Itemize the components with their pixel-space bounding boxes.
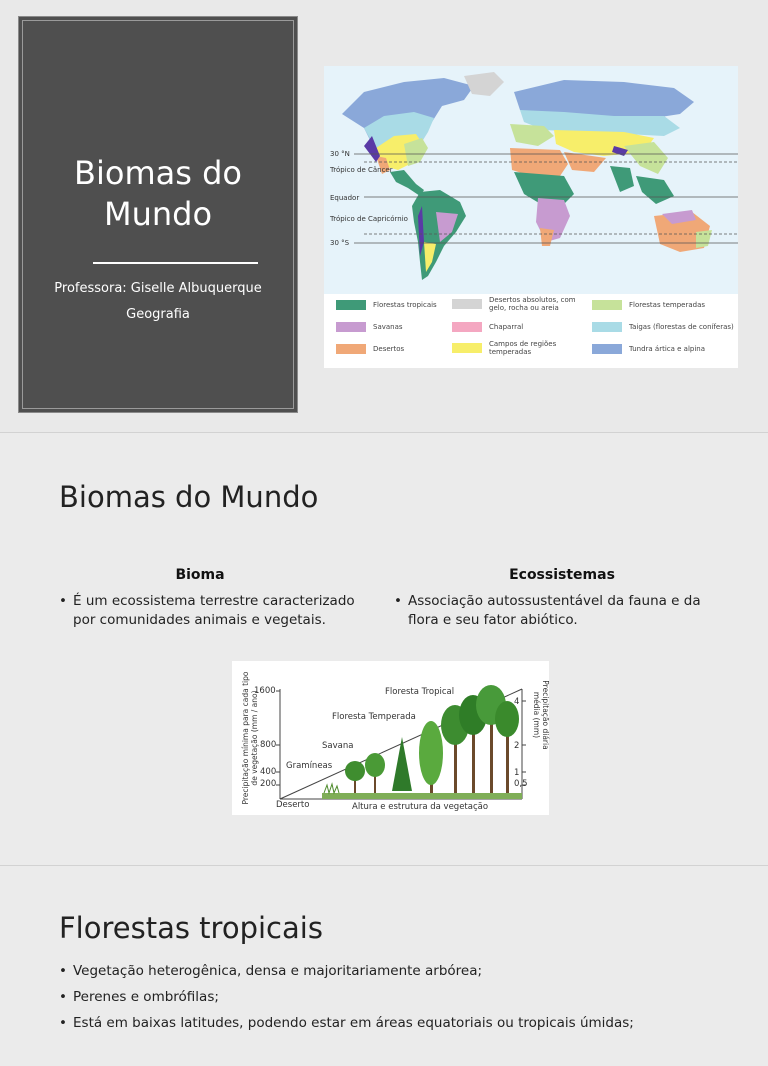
y-tick-label: 1600: [254, 686, 276, 696]
label-gramineas: Gramíneas: [286, 761, 333, 771]
slide-florestas-tropicais: [0, 866, 768, 1066]
y-tick-label: 200: [260, 779, 277, 789]
legend-item: [336, 344, 404, 354]
label-floresta-tropical: Floresta Tropical: [385, 687, 455, 697]
legend-label: Florestas tropicais: [373, 301, 437, 309]
label-savana: Savana: [322, 741, 354, 751]
y-tick-label: 400: [260, 767, 277, 777]
right-tick-label: 0,5: [514, 779, 528, 789]
bullet-dot: •: [59, 1015, 67, 1031]
legend-swatch: [452, 322, 482, 332]
legend-swatch: [336, 344, 366, 354]
legend-label: Taigas (florestas de coníferas): [629, 323, 734, 331]
bullet-text: Associação autossustentável da fauna e da flora e seu fator abiótico.: [408, 593, 701, 628]
ground: [322, 793, 522, 799]
label-30n: 30 °N: [330, 150, 350, 158]
bullet-item: [59, 988, 739, 1007]
bullet-dot: •: [59, 963, 67, 979]
slide-title: [0, 0, 768, 432]
legend-swatch: [452, 343, 482, 353]
bullet-item: [59, 1014, 739, 1033]
title-rule: [93, 262, 258, 264]
legend-swatch: [336, 322, 366, 332]
legend-item: [592, 300, 705, 310]
legend-label: Desertos absolutos, com gelo, rocha ou areia: [489, 296, 576, 312]
vegetation-graphic: [232, 661, 549, 815]
tree-trunk: [506, 733, 509, 793]
tree-trunk: [454, 741, 457, 793]
title-card: [18, 16, 298, 413]
legend-swatch: [592, 300, 622, 310]
x-axis-label: Altura e estrutura da vegetação: [352, 802, 489, 812]
subject-name: Geografia: [126, 307, 190, 322]
legend-label: Desertos: [373, 345, 405, 353]
tree-trunk: [472, 731, 475, 793]
legend-swatch: [452, 299, 482, 309]
slide-title: Florestas tropicais: [59, 911, 323, 945]
column-heading-bioma: Bioma: [175, 567, 225, 583]
legend-swatch: [592, 344, 622, 354]
right-tick-label: 2: [514, 741, 520, 751]
y-tick-label: 800: [260, 740, 277, 750]
column-heading-ecossistemas: Ecossistemas: [509, 567, 615, 583]
bullet-dot: •: [59, 593, 67, 609]
legend-label: Florestas temperadas: [629, 301, 706, 309]
map-legend: [324, 294, 738, 368]
legend-label: Chaparral: [489, 323, 524, 331]
label-equator: Equador: [330, 194, 360, 202]
savanna-tree: [345, 761, 365, 781]
bullet-text: Está em baixas latitudes, podendo estar em áreas equatoriais ou tropicais úmidas;: [73, 1015, 634, 1031]
bullet-text: É um ecossistema terrestre caracterizado por comunidades animais e vegetais.: [73, 593, 355, 628]
label-deserto: Deserto: [276, 800, 310, 810]
bullet-text: Vegetação heterogênica, densa e majoritariamente arbórea;: [73, 963, 483, 979]
savanna-tree: [365, 753, 385, 777]
y-axis-label: Precipitação mínima para cada tipo de vegetação (mm / ano): [241, 671, 259, 805]
teacher-name: Professora: Giselle Albuquerque: [54, 281, 262, 296]
legend-label: Campos de regiões temperadas: [489, 340, 557, 356]
right-axis-label: Precipitação diária média (mm): [532, 680, 550, 750]
label-floresta-temperada: Floresta Temperada: [332, 712, 416, 722]
legend-item: [592, 322, 734, 332]
bullet-dot: •: [394, 593, 402, 609]
right-tick-label: 1: [514, 768, 520, 778]
grass-plant: [324, 784, 339, 793]
slide-title: Biomas do Mundo: [59, 480, 319, 514]
bullet-text: Perenes e ombrófilas;: [73, 989, 219, 1005]
right-tick-label: 4: [514, 697, 520, 707]
vegetation-diagram: [232, 661, 549, 815]
legend-item: [592, 344, 705, 354]
legend-item: [452, 322, 523, 332]
bullet-item: [59, 962, 739, 981]
legend-item: [452, 340, 577, 356]
tree-trunk: [490, 721, 493, 793]
label-cancer: Trópico de Câncer: [330, 166, 393, 174]
legend-label: Savanas: [373, 323, 403, 331]
broadleaf-tree: [419, 721, 443, 785]
bullet-bioma: [59, 592, 374, 630]
conifer-tree: [392, 737, 412, 791]
legend-item: [336, 300, 437, 310]
label-capricorn: Trópico de Capricórnio: [330, 215, 408, 223]
legend-swatch: [592, 322, 622, 332]
presentation-title: Biomas do Mundo: [74, 154, 242, 233]
legend-item: [336, 322, 403, 332]
legend-swatch: [336, 300, 366, 310]
bullet-ecossistemas: [394, 592, 704, 630]
biomes-world-map: [324, 66, 738, 368]
legend-label: Tundra ártica e alpina: [629, 345, 706, 353]
legend-item: [452, 296, 577, 312]
label-30s: 30 °S: [330, 239, 350, 247]
world-map-graphic: [324, 66, 738, 294]
bullet-dot: •: [59, 989, 67, 1005]
